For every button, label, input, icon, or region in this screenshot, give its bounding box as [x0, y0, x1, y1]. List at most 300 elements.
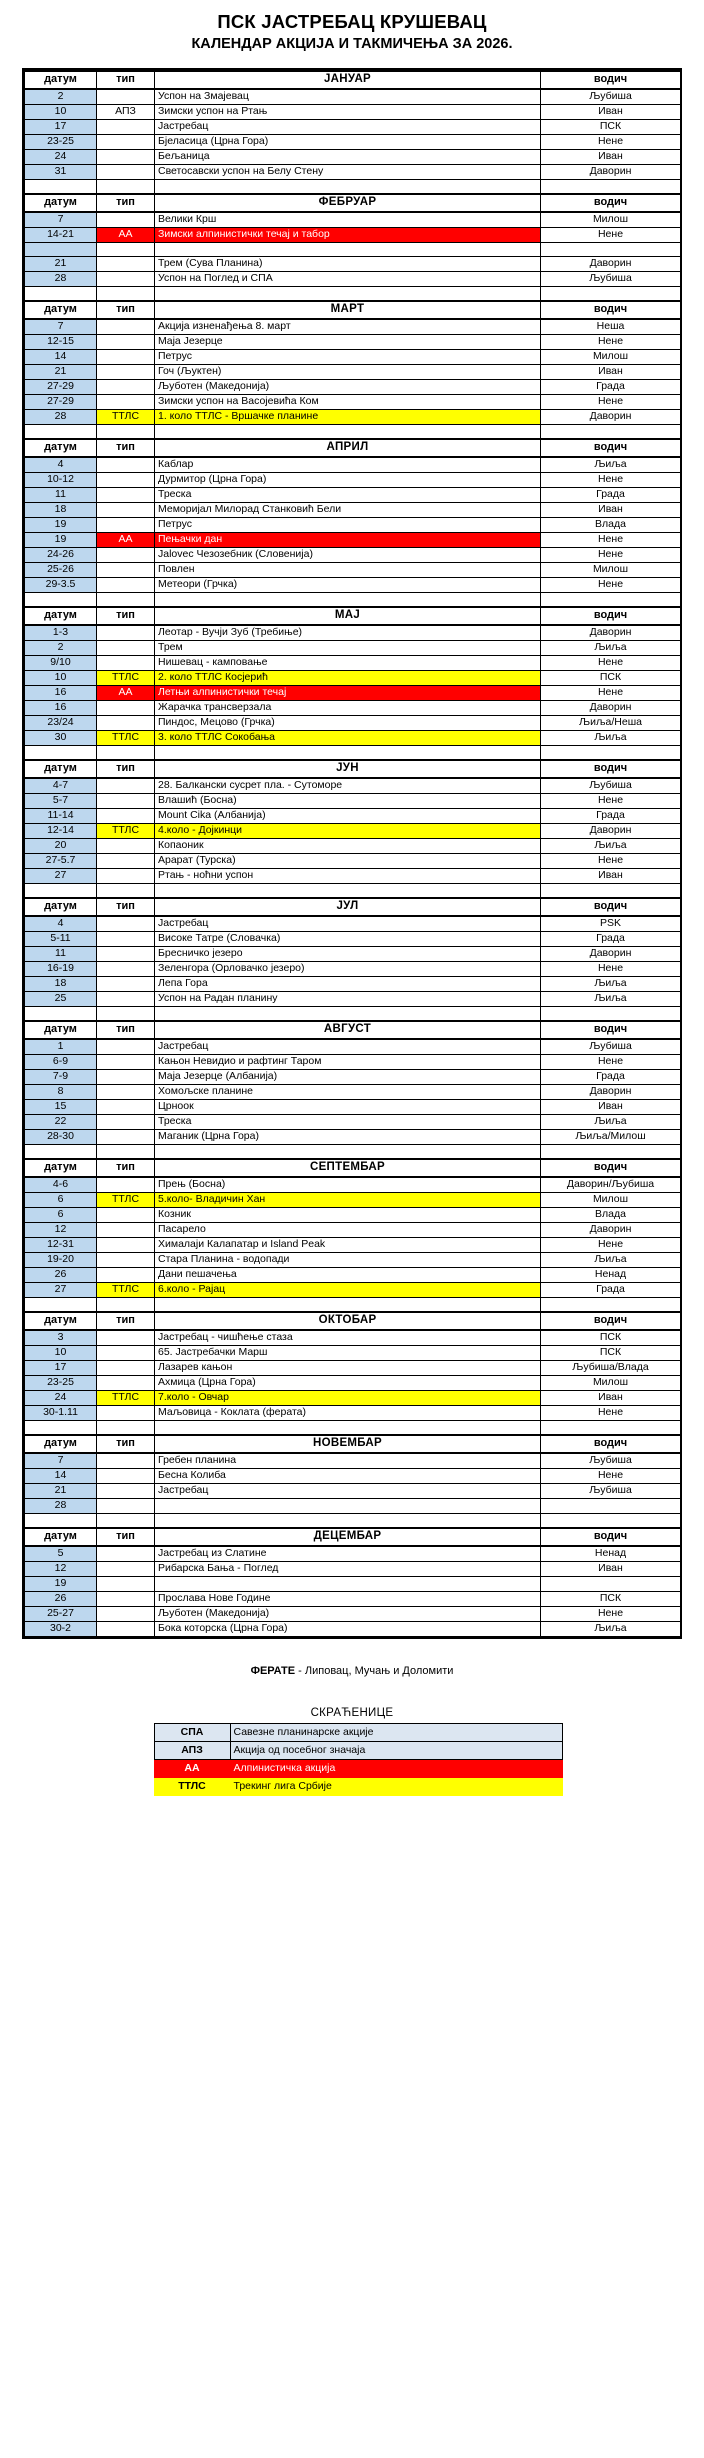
event-guide: Нене	[541, 1237, 681, 1252]
page-subtitle: КАЛЕНДАР АКЦИЈА И ТАКМИЧЕЊА ЗА 2026.	[191, 36, 513, 53]
event-guide: Иван	[541, 364, 681, 379]
month-header-row	[25, 301, 681, 319]
table-row	[25, 640, 681, 655]
event-guide: Ненад	[541, 1267, 681, 1282]
event-date: 9/10	[25, 655, 97, 670]
event-guide: Града	[541, 808, 681, 823]
table-row	[25, 730, 681, 745]
event-guide: Даворин	[541, 823, 681, 838]
event-guide: Љубиша	[541, 1039, 681, 1055]
column-header-guide: водич	[541, 1312, 681, 1330]
event-name: 6.коло - Рајац	[155, 1282, 541, 1297]
event-date: 28	[25, 409, 97, 424]
table-row	[25, 149, 681, 164]
event-guide: Љиља	[541, 991, 681, 1006]
table-row	[25, 547, 681, 562]
column-header-type: тип	[97, 439, 155, 457]
event-date: 12	[25, 1222, 97, 1237]
event-type	[97, 808, 155, 823]
table-row	[25, 991, 681, 1006]
spacer-cell	[541, 1144, 681, 1159]
event-type	[97, 625, 155, 641]
table-row	[25, 931, 681, 946]
table-row	[25, 1576, 681, 1591]
event-guide: Љубиша	[541, 1483, 681, 1498]
month-name: ЈУЛ	[155, 898, 541, 916]
table-row	[25, 808, 681, 823]
event-name: Летњи алпинистички течај	[155, 685, 541, 700]
event-type	[97, 379, 155, 394]
legend-description: Савезне планинарске акције	[230, 1723, 562, 1741]
event-date: 19	[25, 517, 97, 532]
spacer-cell	[25, 1420, 97, 1435]
spacer-cell	[25, 286, 97, 301]
event-type	[97, 838, 155, 853]
spacer-row	[25, 424, 681, 439]
event-guide: Нене	[541, 1606, 681, 1621]
table-row	[25, 625, 681, 641]
table-row	[25, 134, 681, 149]
spacer-cell	[541, 1006, 681, 1021]
event-name: Зимски успон на Ртањ	[155, 104, 541, 119]
event-type	[97, 778, 155, 794]
legend-abbreviation: АА	[154, 1759, 230, 1777]
event-guide: Љиља	[541, 976, 681, 991]
event-date: 27	[25, 868, 97, 883]
spacer-cell	[541, 883, 681, 898]
event-guide: Влада	[541, 1207, 681, 1222]
column-header-date: датум	[25, 607, 97, 625]
spacer-cell	[97, 592, 155, 607]
spacer-row	[25, 745, 681, 760]
table-row	[25, 1546, 681, 1562]
event-type	[97, 319, 155, 335]
event-type	[97, 1591, 155, 1606]
event-name: Нишевац - камповање	[155, 655, 541, 670]
column-header-date: датум	[25, 439, 97, 457]
event-guide: Нене	[541, 685, 681, 700]
event-date: 11-14	[25, 808, 97, 823]
event-date: 15	[25, 1099, 97, 1114]
table-row	[25, 1252, 681, 1267]
event-guide: Нене	[541, 532, 681, 547]
event-date: 2	[25, 640, 97, 655]
table-row	[25, 119, 681, 134]
event-name: Бока которска (Црна Гора)	[155, 1621, 541, 1636]
event-guide: Нене	[541, 334, 681, 349]
event-type	[97, 1483, 155, 1498]
event-guide: Љубиша	[541, 89, 681, 105]
table-row	[25, 1360, 681, 1375]
event-date: 23-25	[25, 134, 97, 149]
event-name: Метеори (Грчка)	[155, 577, 541, 592]
event-date: 30-2	[25, 1621, 97, 1636]
event-date: 21	[25, 1483, 97, 1498]
spacer-cell	[25, 592, 97, 607]
event-guide: Милош	[541, 562, 681, 577]
event-date: 30-1.11	[25, 1405, 97, 1420]
event-type: АА	[97, 685, 155, 700]
event-name: Светосавски успон на Белу Стену	[155, 164, 541, 179]
event-guide: Љиља	[541, 457, 681, 473]
event-name: Јастребац	[155, 916, 541, 932]
event-guide: Даворин	[541, 700, 681, 715]
event-date: 5-11	[25, 931, 97, 946]
event-name: 5.коло- Владичин Хан	[155, 1192, 541, 1207]
event-name: Бељаница	[155, 149, 541, 164]
event-type	[97, 242, 155, 256]
event-type	[97, 394, 155, 409]
event-guide: Иван	[541, 1561, 681, 1576]
event-type: ТТЛС	[97, 1192, 155, 1207]
table-row	[25, 1390, 681, 1405]
event-name: Петрус	[155, 517, 541, 532]
event-guide: Нене	[541, 134, 681, 149]
column-header-date: датум	[25, 1435, 97, 1453]
spacer-row	[25, 883, 681, 898]
table-row	[25, 1039, 681, 1055]
event-name: Maja Језерце	[155, 334, 541, 349]
table-row	[25, 242, 681, 256]
table-row	[25, 532, 681, 547]
event-type	[97, 1252, 155, 1267]
event-date: 29-3.5	[25, 577, 97, 592]
event-guide: Нене	[541, 227, 681, 242]
event-type	[97, 517, 155, 532]
month-name: ФЕБРУАР	[155, 194, 541, 212]
column-header-guide: водич	[541, 1159, 681, 1177]
event-date: 25	[25, 991, 97, 1006]
event-date: 26	[25, 1267, 97, 1282]
table-row	[25, 1591, 681, 1606]
event-date: 28	[25, 1498, 97, 1513]
column-header-date: датум	[25, 71, 97, 89]
event-type	[97, 853, 155, 868]
event-guide: Нене	[541, 1054, 681, 1069]
event-name: Ртањ - ноћни успон	[155, 868, 541, 883]
spacer-cell	[155, 424, 541, 439]
column-header-guide: водич	[541, 1435, 681, 1453]
table-row	[25, 364, 681, 379]
event-guide: ПСК	[541, 1591, 681, 1606]
table-row	[25, 1114, 681, 1129]
event-guide: Иван	[541, 1390, 681, 1405]
event-guide: Љиља	[541, 1252, 681, 1267]
spacer-cell	[25, 424, 97, 439]
event-date: 11	[25, 946, 97, 961]
event-date: 8	[25, 1084, 97, 1099]
table-row	[25, 1483, 681, 1498]
spacer-cell	[155, 1420, 541, 1435]
column-header-guide: водич	[541, 760, 681, 778]
event-name: Меморијал Милорад Станковић Бели	[155, 502, 541, 517]
spacer-cell	[25, 745, 97, 760]
table-row	[25, 1345, 681, 1360]
event-name: Прењ (Босна)	[155, 1177, 541, 1193]
event-guide: Љиља	[541, 640, 681, 655]
event-date: 4-7	[25, 778, 97, 794]
column-header-guide: водич	[541, 71, 681, 89]
table-row	[25, 562, 681, 577]
event-date: 4-6	[25, 1177, 97, 1193]
event-type: ТТЛС	[97, 670, 155, 685]
event-type	[97, 793, 155, 808]
event-type	[97, 212, 155, 228]
event-date: 18	[25, 502, 97, 517]
event-type: ТТЛС	[97, 1390, 155, 1405]
event-date: 23/24	[25, 715, 97, 730]
table-row	[25, 334, 681, 349]
month-header-row	[25, 898, 681, 916]
table-row	[25, 1267, 681, 1282]
event-name: Високе Татре (Словачка)	[155, 931, 541, 946]
table-row	[25, 394, 681, 409]
event-type	[97, 271, 155, 286]
table-row	[25, 1099, 681, 1114]
event-name: Љуботен (Македонија)	[155, 379, 541, 394]
column-header-type: тип	[97, 898, 155, 916]
event-date: 16	[25, 685, 97, 700]
spacer-cell	[97, 1006, 155, 1021]
event-name: Козник	[155, 1207, 541, 1222]
table-row	[25, 1177, 681, 1193]
event-date: 30	[25, 730, 97, 745]
column-header-guide: водич	[541, 1528, 681, 1546]
spacer-row	[25, 1513, 681, 1528]
event-name: Копаоник	[155, 838, 541, 853]
event-type	[97, 256, 155, 271]
event-type	[97, 134, 155, 149]
spacer-cell	[25, 1144, 97, 1159]
event-date: 14	[25, 1468, 97, 1483]
event-date: 18	[25, 976, 97, 991]
month-name: ЈУН	[155, 760, 541, 778]
column-header-date: датум	[25, 898, 97, 916]
event-guide: Милош	[541, 1375, 681, 1390]
event-date: 16	[25, 700, 97, 715]
event-guide: Даворин	[541, 409, 681, 424]
event-type	[97, 1207, 155, 1222]
event-date: 12-31	[25, 1237, 97, 1252]
event-date: 2	[25, 89, 97, 105]
event-name: Леотар - Вучји Зуб (Требиње)	[155, 625, 541, 641]
event-name: Повлен	[155, 562, 541, 577]
event-date: 27-29	[25, 379, 97, 394]
event-guide: Даворин	[541, 164, 681, 179]
event-name: Јастребац из Слатине	[155, 1546, 541, 1562]
spacer-cell	[155, 745, 541, 760]
legend-abbreviation: ТТЛС	[154, 1777, 230, 1795]
spacer-cell	[97, 1297, 155, 1312]
event-guide: Иван	[541, 104, 681, 119]
column-header-type: тип	[97, 1528, 155, 1546]
event-name: Влашић (Босна)	[155, 793, 541, 808]
event-date: 19-20	[25, 1252, 97, 1267]
event-guide	[541, 1498, 681, 1513]
event-date: 17	[25, 119, 97, 134]
table-row	[25, 946, 681, 961]
legend-table	[154, 1723, 563, 1796]
event-guide: Иван	[541, 149, 681, 164]
event-guide: Нене	[541, 793, 681, 808]
event-name: Успон на Змајевац	[155, 89, 541, 105]
table-row	[25, 1375, 681, 1390]
event-name: Дурмитор (Црна Гора)	[155, 472, 541, 487]
month-header-row	[25, 1528, 681, 1546]
event-guide: Иван	[541, 1099, 681, 1114]
table-row	[25, 256, 681, 271]
event-name	[155, 1576, 541, 1591]
table-row	[25, 104, 681, 119]
event-name: Маганик (Црна Гора)	[155, 1129, 541, 1144]
event-type	[97, 119, 155, 134]
spacer-cell	[25, 883, 97, 898]
spacer-row	[25, 1144, 681, 1159]
month-header-row	[25, 607, 681, 625]
spacer-row	[25, 179, 681, 194]
month-header-row	[25, 194, 681, 212]
table-row	[25, 517, 681, 532]
column-header-guide: водич	[541, 607, 681, 625]
month-header-row	[25, 71, 681, 89]
event-type: ТТЛС	[97, 409, 155, 424]
event-name: Mount Cika (Албанија)	[155, 808, 541, 823]
event-name: Арарат (Турска)	[155, 853, 541, 868]
event-date: 21	[25, 364, 97, 379]
event-date: 6	[25, 1207, 97, 1222]
event-date: 31	[25, 164, 97, 179]
event-type	[97, 1561, 155, 1576]
table-row	[25, 1237, 681, 1252]
spacer-cell	[155, 592, 541, 607]
event-type	[97, 1222, 155, 1237]
spacer-cell	[541, 1297, 681, 1312]
event-guide: Града	[541, 931, 681, 946]
event-type	[97, 1546, 155, 1562]
table-row	[25, 1606, 681, 1621]
legend-row	[154, 1741, 562, 1759]
legend-row	[154, 1759, 562, 1777]
table-row	[25, 1054, 681, 1069]
event-name: Кањон Невидио и рафтинг Таром	[155, 1054, 541, 1069]
event-date: 3	[25, 1330, 97, 1346]
event-guide: Неша	[541, 319, 681, 335]
event-name: Прослава Нове Године	[155, 1591, 541, 1606]
spacer-cell	[97, 1420, 155, 1435]
event-date: 12	[25, 1561, 97, 1576]
event-name: Акција изненађења 8. март	[155, 319, 541, 335]
event-date: 19	[25, 1576, 97, 1591]
table-row	[25, 1207, 681, 1222]
event-type	[97, 1405, 155, 1420]
legend-row	[154, 1777, 562, 1795]
spacer-cell	[541, 1420, 681, 1435]
event-name: Јастребац	[155, 119, 541, 134]
event-type	[97, 1237, 155, 1252]
event-date: 27-29	[25, 394, 97, 409]
table-row	[25, 502, 681, 517]
spacer-cell	[541, 424, 681, 439]
spacer-cell	[25, 1297, 97, 1312]
spacer-cell	[97, 424, 155, 439]
event-name: Пиндос, Мецово (Грчка)	[155, 715, 541, 730]
event-guide: Љубиша	[541, 778, 681, 794]
column-header-type: тип	[97, 1312, 155, 1330]
event-name: Хималаји Калапатар и Island Peak	[155, 1237, 541, 1252]
event-type	[97, 1039, 155, 1055]
event-date: 27	[25, 1282, 97, 1297]
event-name: Каблар	[155, 457, 541, 473]
event-name: Јастребац - чишћење стаза	[155, 1330, 541, 1346]
event-guide: Нене	[541, 853, 681, 868]
table-row	[25, 670, 681, 685]
event-guide: Даворин/Љубиша	[541, 1177, 681, 1193]
column-header-type: тип	[97, 1435, 155, 1453]
event-name: Јастребац	[155, 1483, 541, 1498]
event-type	[97, 946, 155, 961]
event-name: 65. Јастребачки Марш	[155, 1345, 541, 1360]
event-date: 12-14	[25, 823, 97, 838]
event-date: 10	[25, 670, 97, 685]
event-date: 24-26	[25, 547, 97, 562]
month-header-row	[25, 1312, 681, 1330]
month-header-row	[25, 760, 681, 778]
column-header-date: датум	[25, 1159, 97, 1177]
table-row	[25, 1330, 681, 1346]
month-header-row	[25, 1159, 681, 1177]
event-guide: Иван	[541, 868, 681, 883]
column-header-guide: водич	[541, 898, 681, 916]
table-row	[25, 1222, 681, 1237]
event-guide: Нене	[541, 394, 681, 409]
calendar-table-wrapper	[22, 68, 682, 1639]
table-row	[25, 961, 681, 976]
event-type	[97, 487, 155, 502]
spacer-cell	[541, 592, 681, 607]
spacer-cell	[541, 1513, 681, 1528]
event-type: АА	[97, 227, 155, 242]
event-type	[97, 976, 155, 991]
spacer-cell	[155, 1513, 541, 1528]
table-row	[25, 271, 681, 286]
column-header-date: датум	[25, 1528, 97, 1546]
spacer-cell	[97, 1513, 155, 1528]
event-name: Пењачки дан	[155, 532, 541, 547]
legend-title: СКРАЋЕНИЦЕ	[310, 1706, 394, 1719]
table-row	[25, 1453, 681, 1469]
table-row	[25, 916, 681, 932]
calendar-table	[24, 70, 681, 1637]
event-name: Љуботен (Македонија)	[155, 1606, 541, 1621]
event-type	[97, 164, 155, 179]
table-row	[25, 838, 681, 853]
event-name: Пасарело	[155, 1222, 541, 1237]
event-type	[97, 916, 155, 932]
spacer-cell	[541, 179, 681, 194]
event-guide: Нене	[541, 1405, 681, 1420]
event-name: Треска	[155, 487, 541, 502]
event-date: 5	[25, 1546, 97, 1562]
event-date: 19	[25, 532, 97, 547]
month-header-row	[25, 1021, 681, 1039]
event-name: Петрус	[155, 349, 541, 364]
event-guide: Даворин	[541, 625, 681, 641]
event-date: 21	[25, 256, 97, 271]
spacer-cell	[97, 1144, 155, 1159]
spacer-row	[25, 1420, 681, 1435]
event-guide: Милош	[541, 212, 681, 228]
table-row	[25, 1192, 681, 1207]
